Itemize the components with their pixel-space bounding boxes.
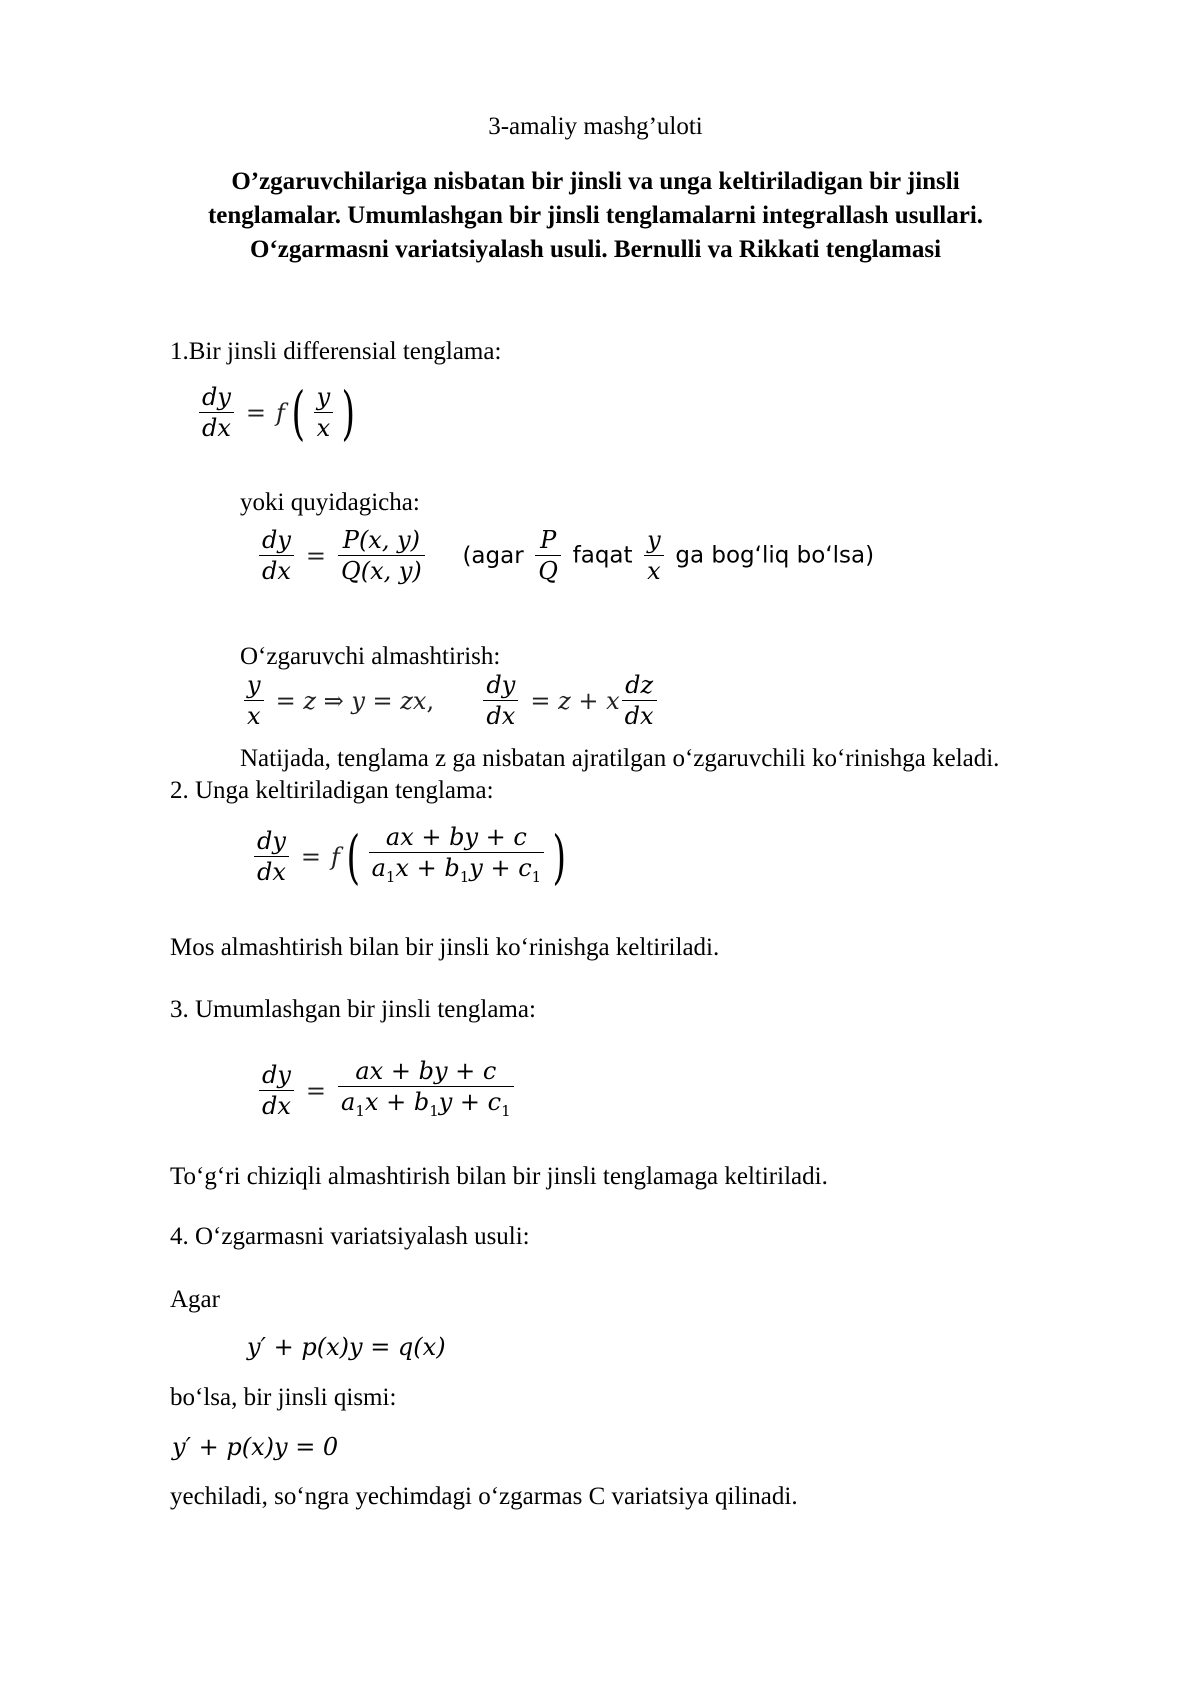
homogeneous-part-label: bo‘lsa, bir jinsli qismi:	[170, 1384, 397, 1411]
topic-title-line-3: O‘zgarmasni variatsiyalash usuli. Bernulli va Rikkati tenglamasi	[249, 236, 942, 263]
section-4-heading: 4. O‘zgarmasni variatsiyalash usuli:	[170, 1223, 530, 1250]
section-1-heading: 1.Bir jinsli differensial tenglama:	[170, 338, 502, 365]
section-2-heading: 2. Unga keltiriladigan tenglama:	[170, 777, 494, 804]
topic-title-line-1: O’zgaruvchilariga nisbatan bir jinsli va unga keltiriladigan bir jinsli	[231, 168, 960, 195]
section-1-result: Natijada, tenglama z ga nisbatan ajratilgan o‘zgaruvchili ko‘rinishga keladi.	[240, 745, 1000, 772]
homogeneous-part-formula: y′ + p(x)y = 0	[172, 1433, 339, 1461]
alternative-form-label: yoki quyidagicha:	[240, 489, 420, 516]
condition-suffix: ga bog‘liq bo‘lsa)	[675, 542, 875, 569]
section-3-note: To‘g‘ri chiziqli almashtirish bilan bir jinsli tenglamaga keltiriladi.	[170, 1163, 828, 1190]
final-text: yechiladi, so‘ngra yechimdagi o‘zgarmas C variatsiya qilinadi.	[170, 1483, 798, 1510]
homogeneous-equation-formula: $\frac{dy}{dx}$ = f ( $\frac{y}{x}$ )	[195, 382, 360, 443]
condition-mid: faqat	[572, 542, 633, 569]
substitution-formula: $\frac{y}{x}$ = z ⇒ y = zx, $\frac{dy}{dx}$ = z + x $\frac{dz}{dx}$	[240, 670, 661, 731]
section-2-note: Mos almashtirish bilan bir jinsli ko‘rinishga keltiriladi.	[170, 934, 720, 961]
alternative-form-formula: $\frac{dy}{dx}$ = $\frac{P(x, y)}{Q(x, y)}$ (agar $\frac{P}{Q}$ faqat $\frac{y}{x}$ ga bog‘liq bo‘lsa)	[255, 525, 874, 586]
linear-equation-formula: y′ + p(x)y = q(x)	[247, 1333, 446, 1361]
reducible-equation-formula: $\frac{dy}{dx}$ = f ( $\frac{ax + by + c}{a_1x + b_1y + c_1}$ )	[250, 822, 571, 892]
substitution-label: O‘zgaruvchi almashtirish:	[240, 643, 501, 670]
topic-title-line-2: tenglamalar. Umumlashgan bir jinsli tenglamalarni integrallash usullari.	[207, 202, 984, 229]
condition-prefix: (agar	[462, 542, 524, 569]
agar-label: Agar	[170, 1286, 220, 1313]
section-3-heading: 3. Umumlashgan bir jinsli tenglama:	[170, 996, 536, 1023]
generalized-equation-formula: $\frac{dy}{dx}$ = $\frac{ax + by + c}{a_1x + b_1y + c_1}$	[255, 1056, 518, 1126]
lesson-title: 3-amaliy mashg’uloti	[488, 113, 703, 140]
